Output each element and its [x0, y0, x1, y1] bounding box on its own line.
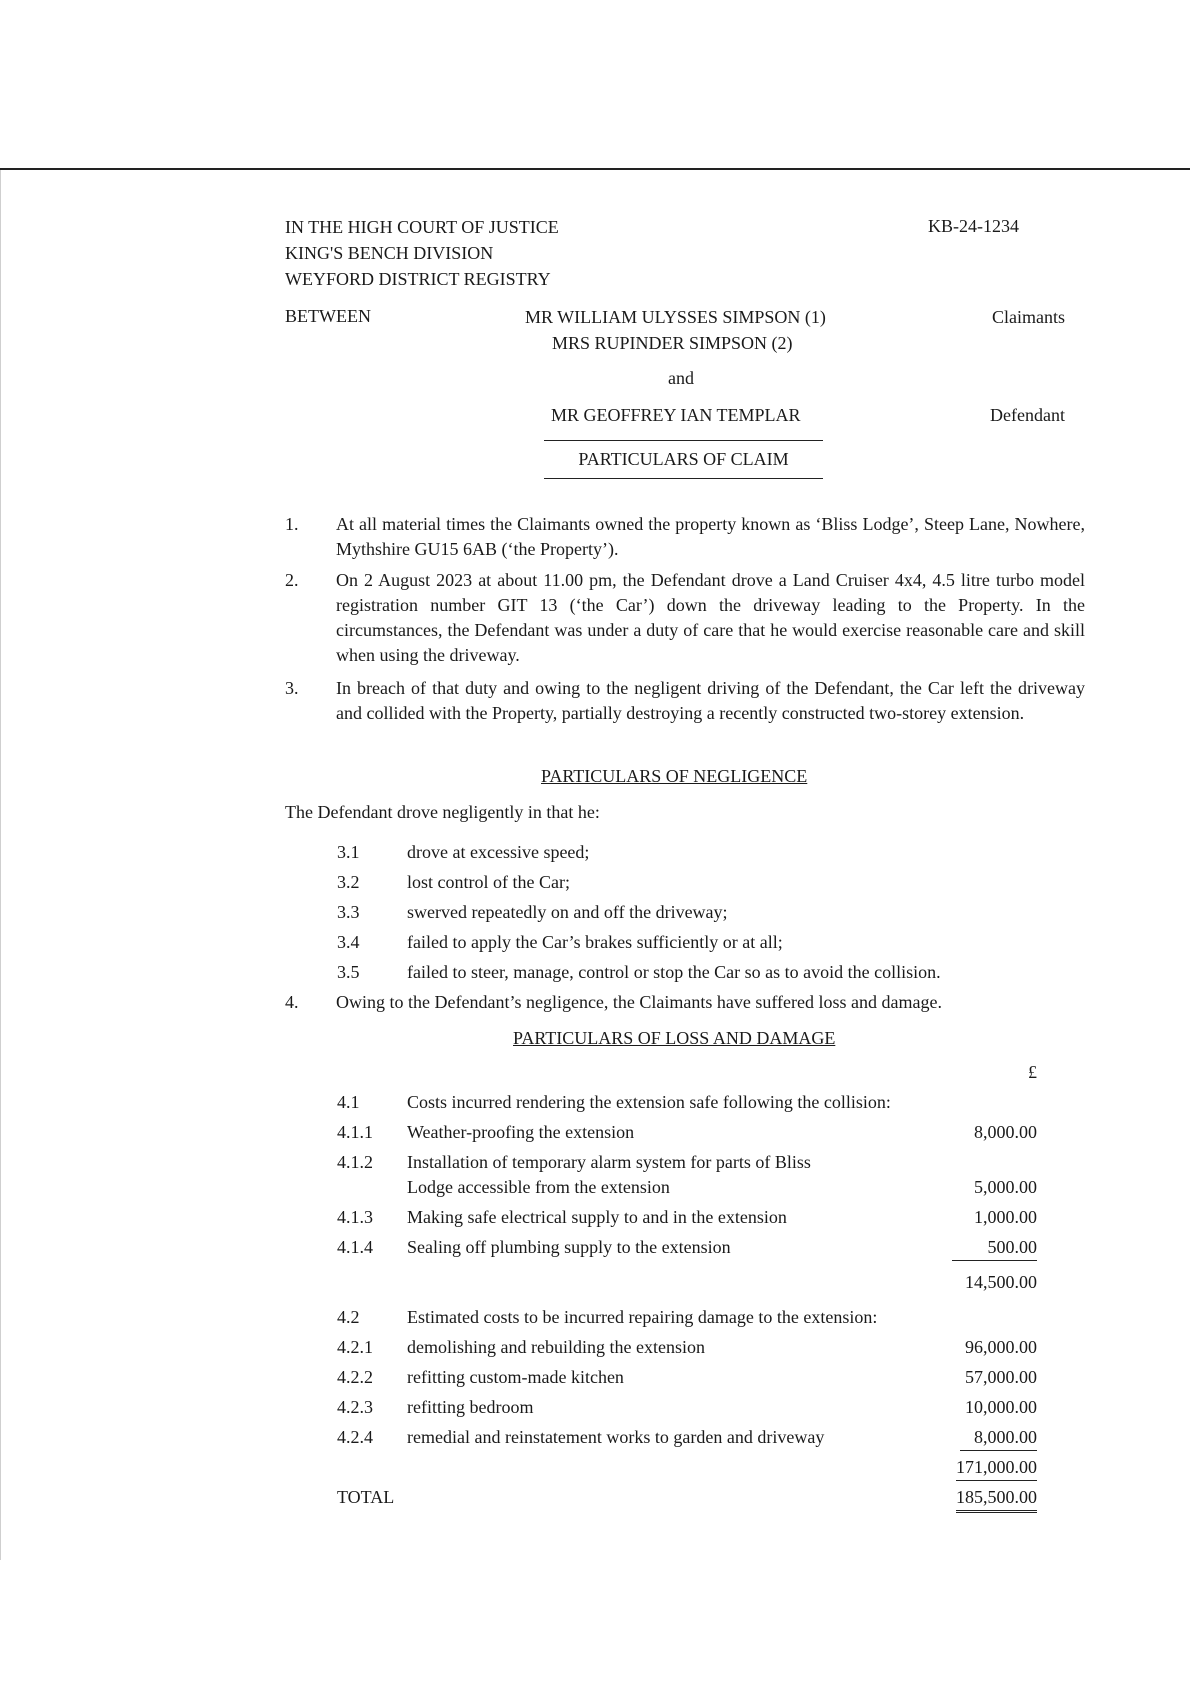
item-amount: 8,000.00 [974, 1122, 1037, 1142]
paragraph-4 [285, 990, 1085, 1015]
item-text: remedial and reinstatement works to garden and driveway [407, 1427, 825, 1447]
item-number: 4.2.3 [337, 1397, 373, 1417]
item-text: failed to steer, manage, control or stop the Car so as to avoid the collision. [407, 962, 941, 982]
negligence-item [337, 840, 589, 865]
item-text: Making safe electrical supply to and in the extension [407, 1207, 787, 1227]
item-text: Estimated costs to be incurred repairing damage to the extension: [407, 1307, 878, 1327]
item-number: 3.2 [337, 872, 360, 892]
court-line-3: WEYFORD DISTRICT REGISTRY [285, 269, 551, 289]
item-text: Weather-proofing the extension [407, 1122, 635, 1142]
claimant-1: MR WILLIAM ULYSSES SIMPSON (1) [525, 307, 826, 327]
item-amount: 8,000.00 [960, 1425, 1037, 1451]
item-number: 4.1 [337, 1092, 360, 1112]
item-amount: 10,000.00 [965, 1397, 1037, 1417]
item-number: 4.1.1 [337, 1122, 373, 1142]
paragraph-text: At all material times the Claimants owned the property known as ‘Bliss Lodge’, Steep Lane, Nowhere, Mythshire GU15 6AB (‘the Property’). [336, 514, 1085, 559]
paragraph-number: 4. [285, 992, 299, 1012]
defendant-role: Defendant [990, 405, 1065, 425]
item-text: lost control of the Car; [407, 872, 570, 892]
item-text: Lodge accessible from the extension [407, 1177, 670, 1197]
paragraph-text: Owing to the Defendant’s negligence, the Claimants have suffered loss and damage. [336, 992, 942, 1012]
item-number: 3.1 [337, 842, 360, 862]
item-number: 4.1.4 [337, 1237, 373, 1257]
item-text: swerved repeatedly on and off the driveway; [407, 902, 728, 922]
court-line-1: IN THE HIGH COURT OF JUSTICE [285, 217, 559, 237]
court-heading [285, 214, 559, 292]
item-number: 4.2.4 [337, 1427, 373, 1447]
item-amount: 500.00 [952, 1235, 1038, 1261]
currency-symbol: £ [1028, 1062, 1037, 1082]
item-number: 4.2.1 [337, 1337, 373, 1357]
item-amount: 1,000.00 [974, 1207, 1037, 1227]
claimant-2: MRS RUPINDER SIMPSON (2) [552, 333, 793, 353]
item-text: Sealing off plumbing supply to the extension [407, 1237, 731, 1257]
item-amount: 5,000.00 [974, 1177, 1037, 1197]
and-label: and [668, 368, 694, 388]
item-number: 3.3 [337, 902, 360, 922]
court-line-2: KING'S BENCH DIVISION [285, 243, 494, 263]
paragraph-number: 1. [285, 514, 299, 534]
item-text: refitting bedroom [407, 1397, 534, 1417]
paragraph-3 [285, 676, 1085, 726]
paragraph-1 [285, 512, 1085, 562]
document-title: PARTICULARS OF CLAIM [578, 449, 789, 469]
loss-heading: PARTICULARS OF LOSS AND DAMAGE [513, 1028, 836, 1048]
item-number: 3.5 [337, 962, 360, 982]
between-label: BETWEEN [285, 306, 371, 326]
item-text: demolishing and rebuilding the extension [407, 1337, 705, 1357]
item-amount: 57,000.00 [965, 1367, 1037, 1387]
negligence-item [337, 900, 728, 925]
negligence-item [337, 870, 570, 895]
paragraph-text: In breach of that duty and owing to the negligent driving of the Defendant, the Car left the driveway and collided with the Property, partially destroying a recently constructed two-storey extension. [336, 678, 1085, 723]
negligence-intro: The Defendant drove negligently in that he: [285, 802, 600, 822]
paragraph-2 [285, 568, 1085, 668]
item-number: 4.1.2 [337, 1152, 373, 1172]
item-number: 4.1.3 [337, 1207, 373, 1227]
item-number: 4.2.2 [337, 1367, 373, 1387]
negligence-item [337, 930, 783, 955]
subtotal-1: 14,500.00 [965, 1272, 1037, 1292]
item-text: drove at excessive speed; [407, 842, 590, 862]
item-text: failed to apply the Car’s brakes sufficiently or at all; [407, 932, 783, 952]
negligence-heading: PARTICULARS OF NEGLIGENCE [541, 766, 808, 786]
page-edge [0, 170, 1, 1560]
paragraph-number: 2. [285, 570, 299, 590]
item-text: Installation of temporary alarm system for parts of Bliss [407, 1152, 811, 1172]
paragraph-text: On 2 August 2023 at about 11.00 pm, the Defendant drove a Land Cruiser 4x4, 4.5 litre turbo model registration number GIT 13 (‘the Car’) down the driveway leading to the Property. In the circumstances, the Defendant was under a duty of care that he would exercise reasonable care and skill when using the driveway. [336, 570, 1085, 665]
item-number: 3.4 [337, 932, 360, 952]
subtotal-2: 171,000.00 [956, 1455, 1037, 1481]
item-text: refitting custom-made kitchen [407, 1367, 624, 1387]
item-text: Costs incurred rendering the extension safe following the collision: [407, 1092, 891, 1112]
defendant-name: MR GEOFFREY IAN TEMPLAR [551, 405, 801, 425]
total-label: TOTAL [337, 1487, 395, 1507]
negligence-item [337, 960, 941, 985]
claimants-role: Claimants [992, 307, 1065, 327]
total-amount: 185,500.00 [956, 1485, 1037, 1513]
paragraph-number: 3. [285, 678, 299, 698]
item-amount: 96,000.00 [965, 1337, 1037, 1357]
document-title-box [544, 440, 823, 479]
case-number: KB-24-1234 [928, 216, 1019, 236]
top-rule [0, 168, 1190, 170]
item-number: 4.2 [337, 1307, 360, 1327]
